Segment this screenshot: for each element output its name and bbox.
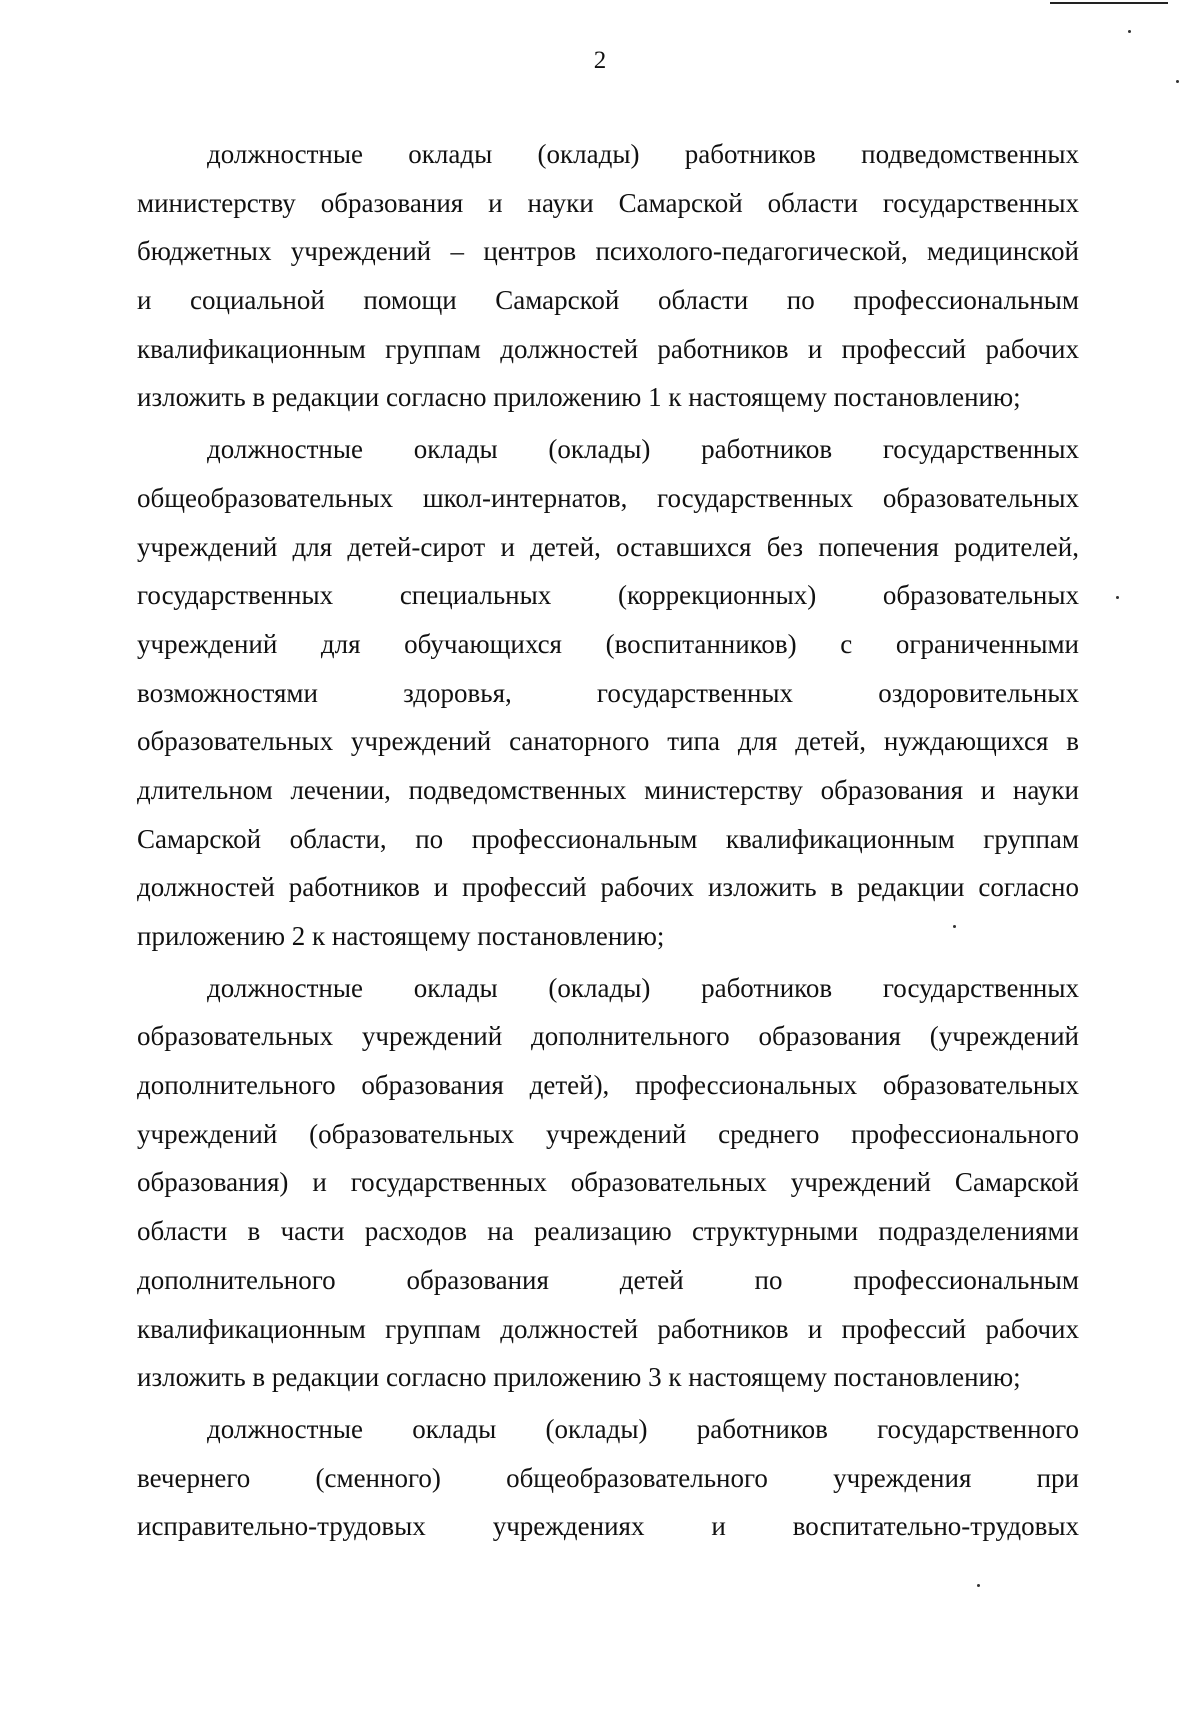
text-line: общеобразовательных школ-интернатов, государственных образовательных xyxy=(137,482,1079,513)
paragraph-4 xyxy=(137,1405,1079,1551)
text-line: образования) и государственных образовательных учреждений Самарской xyxy=(137,1167,1079,1198)
top-edge-rule xyxy=(1050,2,1168,4)
document-body xyxy=(137,130,1079,1554)
scan-speck xyxy=(1176,80,1179,83)
text-line: вечернего (сменного) общеобразовательного учреждения при xyxy=(137,1462,1079,1493)
text-line: должностные оклады (оклады) работников государственных xyxy=(207,434,1079,465)
text-line: должностные оклады (оклады) работников государственного xyxy=(207,1413,1079,1444)
text-line: дополнительного образования детей), профессиональных образовательных xyxy=(137,1070,1079,1101)
text-line: изложить в редакции согласно приложению 1 к настоящему постановлению; xyxy=(137,382,1021,413)
scan-speck xyxy=(977,1584,980,1587)
text-line: квалификационным группам должностей работников и профессий рабочих xyxy=(137,1313,1079,1344)
text-line: образовательных учреждений санаторного типа для детей, нуждающихся в xyxy=(137,726,1079,757)
text-line: дополнительного образования детей по профессиональным xyxy=(137,1264,1079,1295)
text-line: должностей работников и профессий рабочих изложить в редакции согласно xyxy=(137,872,1079,903)
text-line: приложению 2 к настоящему постановлению; xyxy=(137,921,665,951)
text-line: министерству образования и науки Самарской области государственных xyxy=(137,187,1079,218)
text-line: и социальной помощи Самарской области по профессиональным xyxy=(137,285,1079,316)
paragraph-1 xyxy=(137,130,1079,422)
text-line: изложить в редакции согласно приложению 3 к настоящему постановлению; xyxy=(137,1362,1021,1393)
text-line: учреждений для детей-сирот и детей, оставшихся без попечения родителей, xyxy=(137,531,1079,562)
text-line: Самарской области, по профессиональным квалификационным группам xyxy=(137,823,1079,854)
text-line: государственных специальных (коррекционных) образовательных xyxy=(137,580,1079,611)
text-line: должностные оклады (оклады) работников подведомственных xyxy=(207,139,1079,169)
text-line: бюджетных учреждений – центров психолого-педагогической, медицинской xyxy=(137,236,1079,267)
text-line: учреждений для обучающихся (воспитанников) с ограниченными xyxy=(137,628,1079,659)
text-line: возможностями здоровья, государственных оздоровительных xyxy=(137,677,1079,708)
text-line: учреждений (образовательных учреждений среднего профессионального xyxy=(137,1118,1079,1149)
text-line: исправительно-трудовых учреждениях и воспитательно-трудовых xyxy=(137,1511,1079,1542)
text-line: квалификационным группам должностей работников и профессий рабочих xyxy=(137,333,1079,364)
page-number: 2 xyxy=(593,47,607,74)
scan-speck xyxy=(1116,596,1119,599)
paragraph-2 xyxy=(137,425,1079,961)
text-line: должностные оклады (оклады) работников государственных xyxy=(207,972,1079,1003)
text-line: образовательных учреждений дополнительного образования (учреждений xyxy=(137,1021,1079,1052)
scan-speck xyxy=(1128,30,1131,33)
paragraph-3 xyxy=(137,964,1079,1402)
text-line: длительном лечении, подведомственных министерству образования и науки xyxy=(137,774,1079,805)
text-line: области в части расходов на реализацию структурными подразделениями xyxy=(137,1216,1079,1247)
